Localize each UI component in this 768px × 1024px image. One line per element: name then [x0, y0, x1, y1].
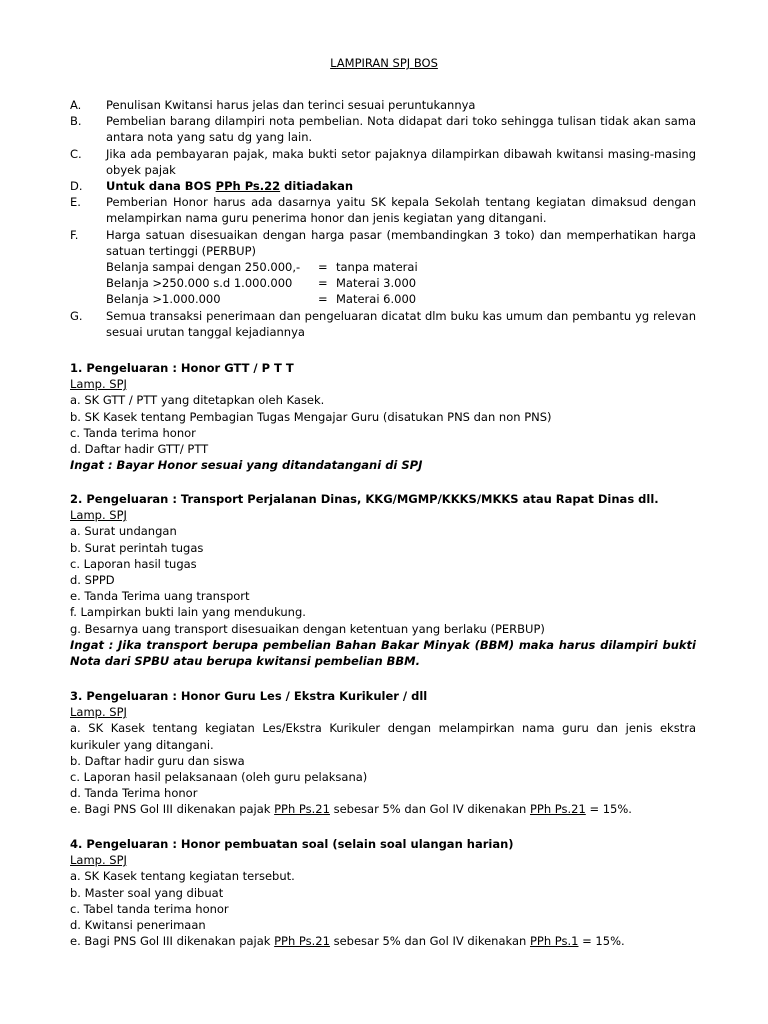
- list-item: d. SPPD: [70, 573, 115, 588]
- list-item: a. SK Kasek tentang kegiatan tersebut.: [70, 869, 295, 884]
- section-title: 1. Pengeluaran : Honor GTT / P T T: [70, 361, 294, 375]
- tax-text: = 15%.: [585, 802, 632, 817]
- list-item: d. Kwitansi penerimaan: [70, 918, 206, 933]
- intro-list: [70, 97, 696, 340]
- list-item: g. Besarnya uang transport disesuaikan dengan ketentuan yang berlaku (PERBUP): [70, 621, 545, 636]
- tariff-range: Belanja >1.000.000: [106, 292, 221, 307]
- document-title: LAMPIRAN SPJ BOS: [330, 56, 438, 70]
- list-item: c. Laporan hasil pelaksanaan (oleh guru pelaksana): [70, 770, 368, 785]
- list-item: c. Tanda terima honor: [70, 425, 196, 440]
- tariff-equals: =: [318, 292, 328, 307]
- list-item: b. Daftar hadir guru dan siswa: [70, 753, 245, 768]
- tariff-value: Materai 3.000: [336, 276, 417, 291]
- tariff-value: Materai 6.000: [336, 292, 417, 307]
- tax-reference: PPh Ps.21: [529, 802, 586, 817]
- tax-text: e. Bagi PNS Gol III dikenakan pajak: [70, 934, 275, 949]
- list-item: f. Lampirkan bukti lain yang mendukung.: [70, 605, 306, 620]
- list-item: b. Surat perintah tugas: [70, 540, 204, 555]
- tariff-range: Belanja >250.000 s.d 1.000.000: [106, 276, 293, 291]
- tax-text: = 15%.: [578, 934, 625, 949]
- intro-letter: G.: [70, 308, 83, 323]
- intro-item-a: [70, 97, 696, 113]
- list-item: a. SK Kasek tentang kegiatan Les/Ekstra Kurikuler dengan melampirkan nama guru dan jenis ekstra kurikuler yang ditangani.: [70, 721, 696, 752]
- tariff-range: Belanja sampai dengan 250.000,-: [106, 260, 301, 275]
- intro-text: [106, 227, 696, 308]
- intro-item-g: [70, 308, 696, 340]
- tariff-equals: =: [318, 276, 328, 291]
- tax-text: sebesar 5% dan Gol IV dikenakan: [329, 934, 530, 949]
- lamp-spj-label: Lamp. SPJ: [70, 853, 127, 868]
- intro-text: Jika ada pembayaran pajak, maka bukti setor pajaknya dilampirkan dibawah kwitansi masing-masing obyek pajak: [106, 146, 696, 177]
- tax-line: [70, 933, 696, 949]
- tariff-row: [106, 291, 696, 307]
- intro-text: Pemberian Honor harus ada dasarnya yaitu SK kepala Sekolah tentang kegiatan dimaksud dengan melampirkan nama guru penerima honor dan jenis kegiatan yang ditangani.: [106, 195, 696, 226]
- section-honor-guru-les: [70, 688, 696, 818]
- intro-letter: E.: [70, 195, 81, 210]
- intro-text-part: Harga satuan disesuaikan dengan harga pasar (membandingkan 3 toko) dan memperhatikan harga satuan tertinggi (PERBUP): [106, 227, 696, 258]
- section-transport: [70, 491, 696, 669]
- list-item: e. Tanda Terima uang transport: [70, 589, 250, 604]
- tariff-value: tanpa materai: [336, 260, 418, 275]
- intro-text-part: Untuk dana BOS: [106, 179, 216, 194]
- tax-line: [70, 801, 696, 817]
- intro-text: Semua transaksi penerimaan dan pengeluaran dicatat dlm buku kas umum dan pembantu yg relevan sesuai urutan tanggal kejadiannya: [106, 308, 696, 339]
- intro-item-c: [70, 146, 696, 178]
- section-honor-gtt-ptt: [70, 360, 696, 473]
- section-note: Ingat : Jika transport berupa pembelian Bahan Bakar Minyak (BBM) maka harus dilampiri bukti Nota dari SPBU atau berupa kwitansi pembelian BBM.: [70, 637, 696, 669]
- list-item: a. SK GTT / PTT yang ditetapkan oleh Kasek.: [70, 393, 325, 408]
- intro-letter: F.: [70, 227, 79, 242]
- list-item: a. Surat undangan: [70, 524, 177, 539]
- intro-letter: D.: [70, 179, 83, 194]
- list-item: c. Tabel tanda terima honor: [70, 901, 229, 916]
- tariff-row: [106, 259, 696, 275]
- list-item: b. SK Kasek tentang Pembagian Tugas Mengajar Guru (disatukan PNS dan non PNS): [70, 409, 552, 424]
- list-item: b. Master soal yang dibuat: [70, 885, 224, 900]
- tax-reference: PPh Ps.21: [274, 934, 330, 949]
- intro-item-e: [70, 194, 696, 226]
- tax-text: e. Bagi PNS Gol III dikenakan pajak: [70, 802, 275, 817]
- intro-item-f: [70, 227, 696, 308]
- section-title: 2. Pengeluaran : Transport Perjalanan Dinas, KKG/MGMP/KKKS/MKKS atau Rapat Dinas dll.: [70, 492, 659, 506]
- intro-item-b: [70, 113, 696, 145]
- intro-letter: A.: [70, 98, 82, 112]
- intro-text-part: ditiadakan: [280, 179, 354, 194]
- intro-item-d: [70, 178, 696, 194]
- list-item: d. Daftar hadir GTT/ PTT: [70, 442, 209, 457]
- tariff-equals: =: [318, 260, 328, 275]
- section-title: 4. Pengeluaran : Honor pembuatan soal (selain soal ulangan harian): [70, 837, 514, 851]
- lamp-spj-label: Lamp. SPJ: [70, 508, 127, 523]
- tax-reference: PPh Ps.21: [274, 802, 330, 817]
- intro-text: [106, 178, 696, 194]
- tariff-row: [106, 275, 696, 291]
- intro-letter: B.: [70, 114, 82, 129]
- intro-text: Pembelian barang dilampiri nota pembelian. Nota didapat dari toko sehingga tulisan tidak akan sama antara nota yang satu dg yang lain.: [106, 114, 696, 145]
- section-note: Ingat : Bayar Honor sesuai yang ditandatangani di SPJ: [70, 458, 423, 473]
- section-honor-pembuatan-soal: [70, 836, 696, 949]
- list-item: d. Tanda Terima honor: [70, 786, 198, 801]
- list-item: c. Laporan hasil tugas: [70, 556, 197, 571]
- tax-reference: PPh Ps.1: [529, 934, 579, 949]
- lamp-spj-label: Lamp. SPJ: [70, 377, 127, 392]
- intro-letter: C.: [70, 146, 82, 161]
- tax-text: sebesar 5% dan Gol IV dikenakan: [329, 802, 530, 817]
- tax-reference: PPh Ps.22: [215, 179, 281, 194]
- lamp-spj-label: Lamp. SPJ: [70, 705, 127, 720]
- intro-text: Penulisan Kwitansi harus jelas dan terinci sesuai peruntukannya: [106, 98, 476, 112]
- section-title: 3. Pengeluaran : Honor Guru Les / Ekstra Kurikuler / dll: [70, 689, 428, 703]
